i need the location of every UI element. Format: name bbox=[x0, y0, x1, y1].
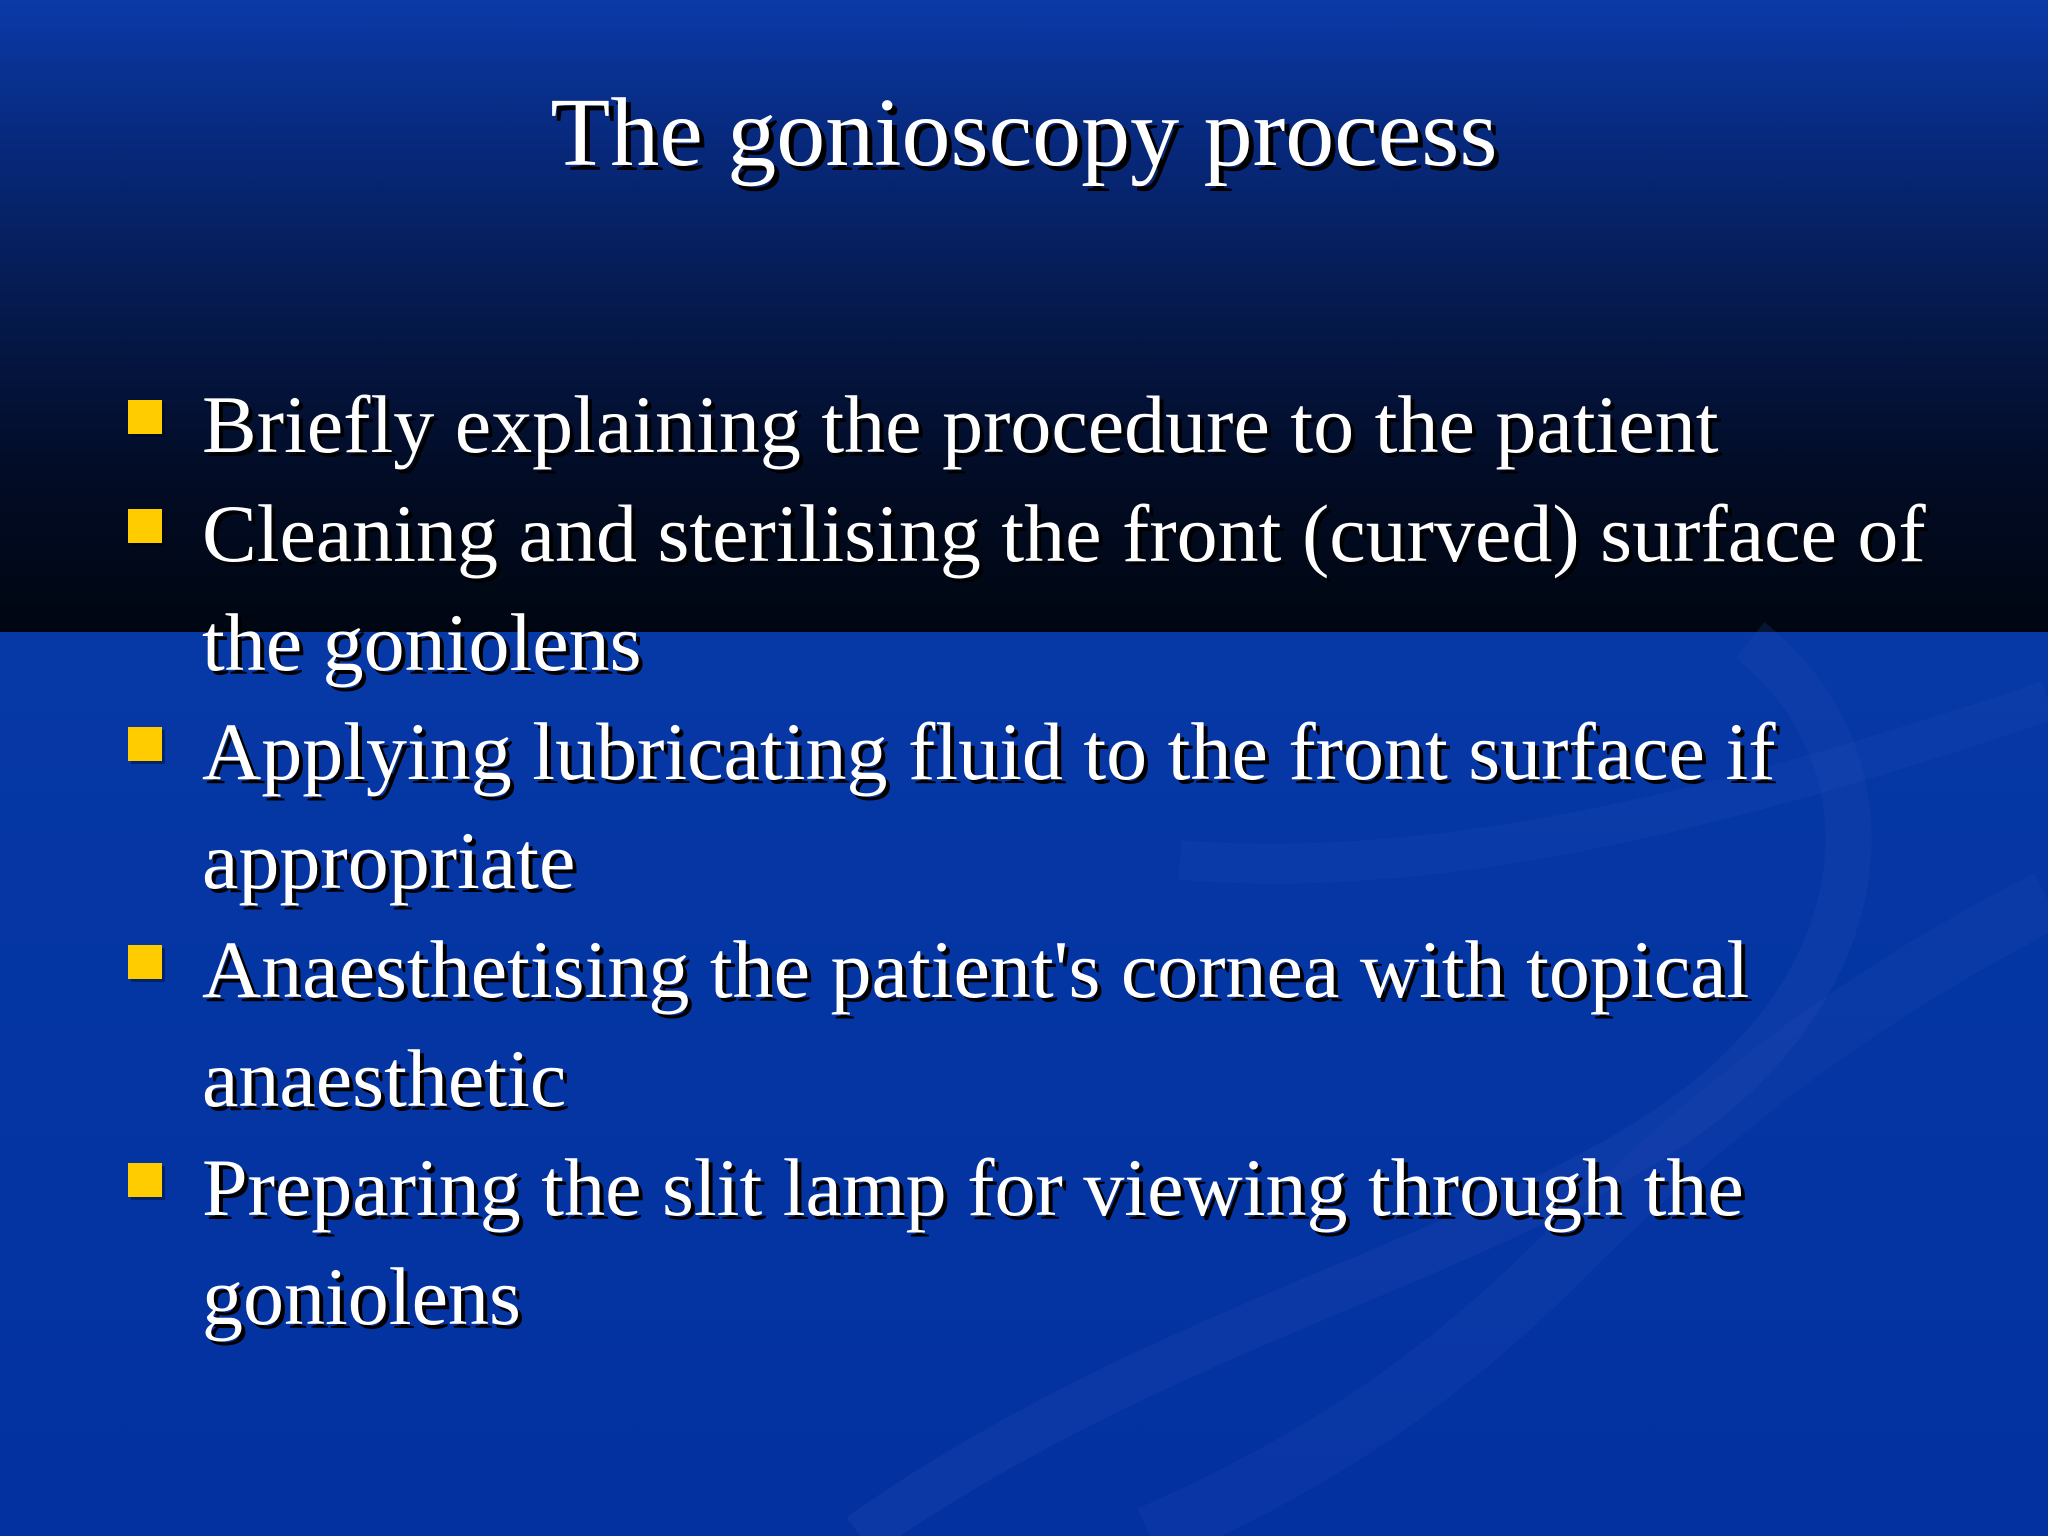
square-bullet-icon bbox=[128, 1163, 162, 1197]
bullet-list bbox=[128, 370, 2008, 1351]
bullet-text: Briefly explaining the procedure to the patient bbox=[202, 379, 1719, 470]
bullet-item bbox=[128, 1133, 2008, 1351]
bullet-text: Applying lubricating fluid to the front surface if appropriate bbox=[202, 706, 1776, 906]
bullet-item bbox=[128, 370, 2008, 479]
bullet-text: Anaesthetising the patient's cornea with topical anaesthetic bbox=[202, 924, 1750, 1124]
bullet-item bbox=[128, 479, 2008, 697]
bullet-text: Preparing the slit lamp for viewing through the goniolens bbox=[202, 1142, 1744, 1342]
bullet-item bbox=[128, 697, 2008, 915]
bullet-item bbox=[128, 915, 2008, 1133]
square-bullet-icon bbox=[128, 727, 162, 761]
slide-title: The gonioscopy process bbox=[550, 79, 1498, 187]
square-bullet-icon bbox=[128, 400, 162, 434]
bullet-text: Cleaning and sterilising the front (curved) surface of the goniolens bbox=[202, 488, 1926, 688]
square-bullet-icon bbox=[128, 509, 162, 543]
square-bullet-icon bbox=[128, 945, 162, 979]
